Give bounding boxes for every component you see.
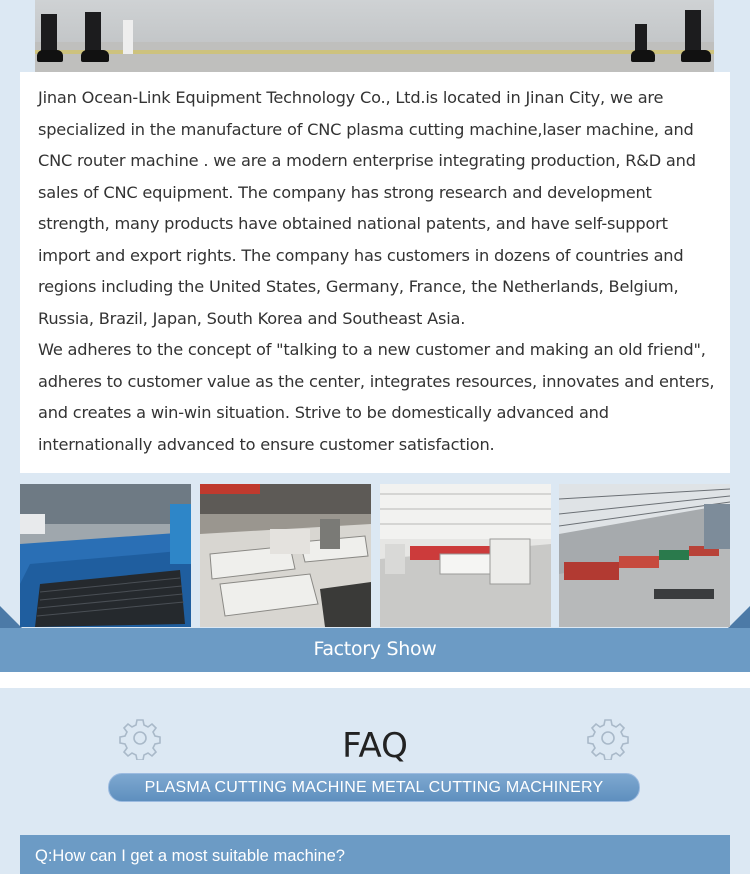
- photo-person-leg: [123, 20, 133, 54]
- photo-person-shoe: [631, 50, 655, 62]
- factory-photo-1-graphic: [20, 484, 191, 627]
- factory-photo-4-graphic: [559, 484, 730, 627]
- factory-photo-3[interactable]: [380, 484, 551, 627]
- faq-title: FAQ: [342, 726, 408, 766]
- team-photo: [35, 0, 714, 72]
- factory-gallery: [0, 484, 750, 627]
- factory-photo-1[interactable]: [20, 484, 191, 627]
- photo-floor-stripe: [35, 50, 714, 54]
- factory-photo-2-graphic: [200, 484, 371, 627]
- factory-show-bar: [0, 628, 750, 672]
- faq-question-1[interactable]: [20, 835, 730, 874]
- photo-person-leg: [85, 12, 101, 54]
- photo-person-shoe: [37, 50, 63, 62]
- factory-show-title: Factory Show: [313, 638, 437, 660]
- photo-person-leg: [685, 10, 701, 54]
- photo-person-shoe: [681, 50, 711, 62]
- photo-person-shoe: [81, 50, 109, 62]
- company-intro-text: [38, 82, 718, 460]
- company-intro-card: [20, 72, 730, 473]
- intro-paragraph-1: Jinan Ocean-Link Equipment Technology Co., Ltd.is located in Jinan City, we are specialized in the manufacture of CNC plasma cutting machine,laser machine, and CNC router machine . we are a modern enterprise integrating production, R&D and sales of CNC equipment. The company has strong research and development strength, many products have obtained national patents, and have self-support import and export rights. The company has customers in dozens of countries and regions including the United States, Germany, France, the Netherlands, Belgium, Russia, Brazil, Japan, South Korea and Southeast Asia.: [38, 88, 696, 328]
- factory-photo-3-graphic: [380, 484, 551, 627]
- photo-person-leg: [41, 14, 57, 54]
- photo-floor: [35, 42, 714, 72]
- section-divider: [0, 672, 750, 688]
- intro-paragraph-2: We adheres to the concept of "talking to a new customer and making an old friend", adheres to customer value as the center, integrates resources, innovates and enters, and creates a win-win situation. Strive to be domestically advanced and internationally advanced to ensure customer satisfaction.: [38, 340, 715, 454]
- factory-photo-4[interactable]: [559, 484, 730, 627]
- faq-question-1-text: Q:How can I get a most suitable machine?: [35, 847, 345, 865]
- faq-subtitle-pill: PLASMA CUTTING MACHINE METAL CUTTING MACHINERY: [108, 773, 640, 802]
- factory-photo-2[interactable]: [200, 484, 371, 627]
